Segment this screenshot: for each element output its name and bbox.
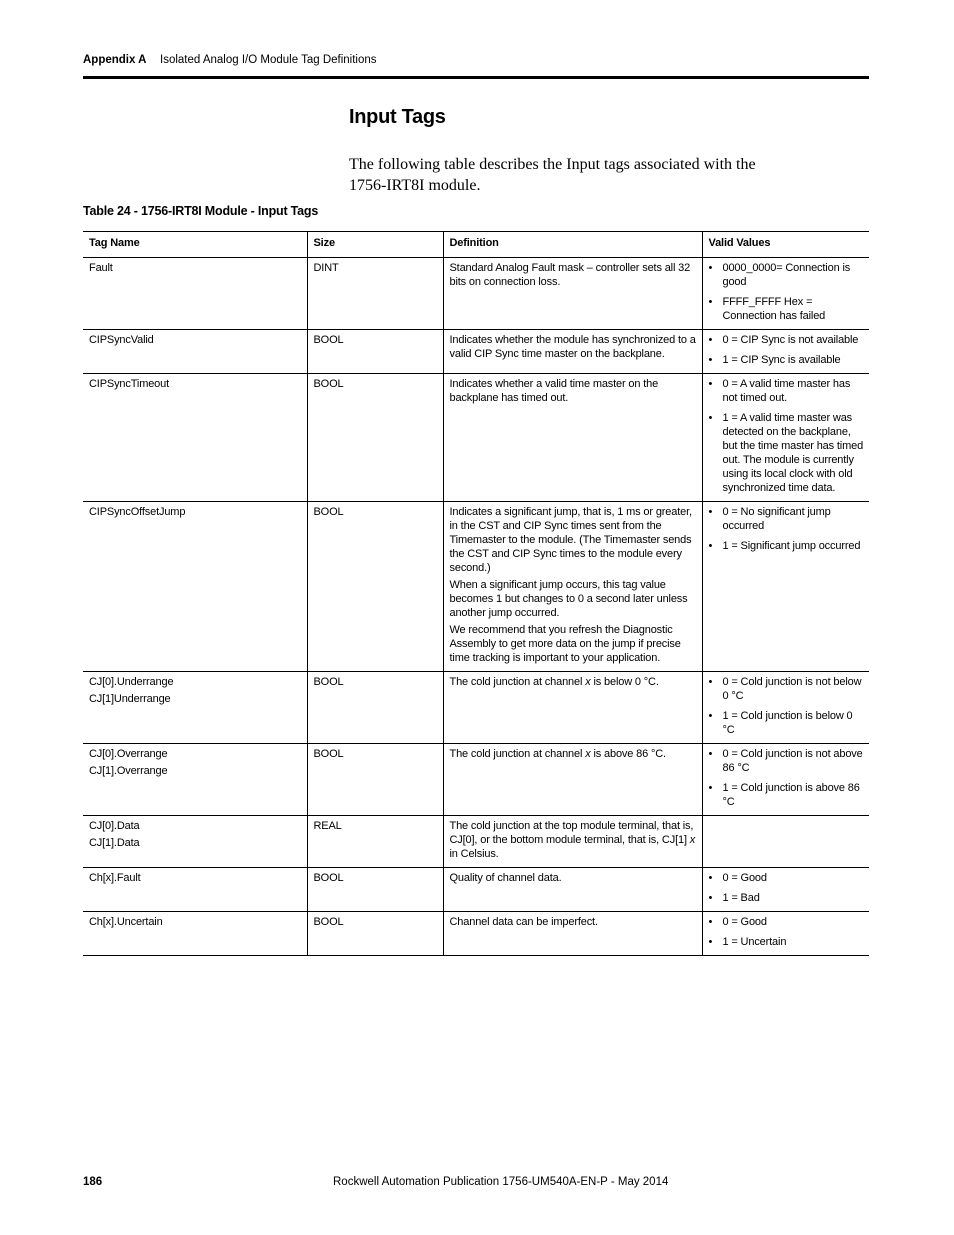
table-row <box>83 868 869 912</box>
definition-cell <box>443 374 702 502</box>
definition-paragraph: When a significant jump occurs, this tag value becomes 1 but changes to 0 a second later unless another jump occurred. <box>449 579 688 619</box>
definition-text: is below 0 °C. <box>590 676 659 688</box>
tag-name-cell <box>83 744 307 816</box>
definition-cell <box>443 816 702 868</box>
tag-name: CIPSyncTimeout <box>89 378 170 390</box>
section-title: Isolated Analog I/O Module Tag Definitions <box>160 54 377 66</box>
tag-name-cell <box>83 330 307 374</box>
definition-paragraph: Standard Analog Fault mask – controller sets all 32 bits on connection loss. <box>449 262 691 288</box>
tag-name-cell <box>83 258 307 330</box>
table-row <box>83 258 869 330</box>
valid-value-item: • 0 = Good <box>709 871 865 885</box>
valid-values-cell <box>702 816 869 868</box>
valid-value-item: • 1 = Cold junction is below 0 °C <box>709 709 865 737</box>
definition-text: The cold junction at channel <box>449 676 586 688</box>
valid-values-list <box>709 675 865 737</box>
tag-name: Ch[x].Uncertain <box>89 916 163 928</box>
valid-value-item: • 0000_0000= Connection is good <box>709 261 865 289</box>
valid-values-cell <box>702 502 869 672</box>
valid-values-cell <box>702 744 869 816</box>
valid-values-list <box>709 261 865 323</box>
tag-name: Fault <box>89 262 113 274</box>
definition-cell <box>443 502 702 672</box>
size-cell: DINT <box>307 258 443 330</box>
page-number: 186 <box>83 1176 103 1188</box>
table-caption: Table 24 - 1756-IRT8I Module - Input Tags <box>83 204 319 218</box>
tag-name-cell <box>83 374 307 502</box>
definition-cell <box>443 868 702 912</box>
tag-name: CIPSyncOffsetJump <box>89 506 186 518</box>
tag-name: CJ[0].Data <box>89 820 140 832</box>
header-valid-values: Valid Values <box>702 232 869 258</box>
definition-paragraph <box>450 819 697 861</box>
table-row <box>83 816 869 868</box>
tag-name: CJ[1]Underrange <box>89 693 171 705</box>
size-cell: BOOL <box>307 374 443 502</box>
valid-value-item: • 1 = Cold junction is above 86 °C <box>709 781 865 809</box>
valid-values-list <box>709 377 865 495</box>
valid-value-item: • FFFF_FFFF Hex = Connection has failed <box>709 295 865 323</box>
tag-name: Ch[x].Fault <box>89 872 141 884</box>
page-title: Input Tags <box>349 106 446 128</box>
header-tag-name: Tag Name <box>89 237 140 249</box>
tag-name: CJ[1].Overrange <box>89 765 168 777</box>
input-tags-table <box>83 231 869 956</box>
tag-name: CJ[1].Data <box>89 837 140 849</box>
definition-cell <box>443 330 702 374</box>
header-definition: Definition <box>443 232 702 258</box>
valid-values-cell <box>702 258 869 330</box>
size-cell: BOOL <box>307 672 443 744</box>
definition-paragraph: Indicates whether the module has synchronized to a valid CIP Sync time master on the backplane. <box>449 334 696 360</box>
definition-paragraph <box>450 747 697 761</box>
definition-paragraph: Quality of channel data. <box>449 872 562 884</box>
definition-cell <box>443 672 702 744</box>
valid-value-item: • 0 = A valid time master has not timed out. <box>709 377 865 405</box>
tag-name-cell <box>83 672 307 744</box>
size-cell: BOOL <box>307 744 443 816</box>
publication-info: Rockwell Automation Publication 1756-UM540A-EN-P - May 2014 <box>333 1176 669 1188</box>
valid-values-cell <box>702 912 869 956</box>
tag-name: CJ[0].Underrange <box>89 676 174 688</box>
definition-paragraph <box>450 675 697 689</box>
definition-paragraph: Channel data can be imperfect. <box>449 916 598 928</box>
table-row <box>83 330 869 374</box>
tag-name: CIPSyncValid <box>89 334 154 346</box>
tag-name: CJ[0].Overrange <box>89 748 168 760</box>
valid-values-list <box>709 871 865 905</box>
valid-value-item: • 0 = Good <box>709 915 865 929</box>
table-row <box>83 502 869 672</box>
size-cell: REAL <box>307 816 443 868</box>
table-header-row <box>83 232 869 258</box>
valid-value-item: • 1 = CIP Sync is available <box>709 353 865 367</box>
size-cell: BOOL <box>307 502 443 672</box>
valid-values-cell <box>702 374 869 502</box>
definition-paragraph: Indicates a significant jump, that is, 1 ms or greater, in the CST and CIP Sync times sent from the Timemaster to the module. (The Timemaster sends the CST and CIP Sync times to the module every second.) <box>449 506 692 574</box>
valid-values-list <box>709 333 865 367</box>
valid-values-list <box>709 505 865 553</box>
definition-variable: x <box>585 676 591 688</box>
valid-value-item: • 0 = No significant jump occurred <box>709 505 865 533</box>
valid-values-list <box>709 915 865 949</box>
appendix-label: Appendix A <box>83 54 147 66</box>
valid-value-item: • 0 = CIP Sync is not available <box>709 333 865 347</box>
valid-values-cell <box>702 672 869 744</box>
definition-text: in Celsius. <box>449 848 499 860</box>
definition-text: The cold junction at the top module terminal, that is, CJ[0], or the bottom module terminal, that is, CJ[1] <box>449 820 694 846</box>
page-header <box>83 52 869 79</box>
table-row <box>83 672 869 744</box>
definition-text: The cold junction at channel <box>449 748 586 760</box>
size-cell: BOOL <box>307 868 443 912</box>
valid-value-item: • 1 = A valid time master was detected on the backplane, but the time master has timed out. The module is currently using its local clock with old synchronized time data. <box>709 411 865 495</box>
definition-text: is above 86 °C. <box>590 748 666 760</box>
valid-value-item: • 0 = Cold junction is not below 0 °C <box>709 675 865 703</box>
header-size: Size <box>307 232 443 258</box>
table-row <box>83 374 869 502</box>
table-row <box>83 744 869 816</box>
tag-name-cell <box>83 816 307 868</box>
definition-paragraph: Indicates whether a valid time master on the backplane has timed out. <box>449 378 659 404</box>
valid-values-cell <box>702 330 869 374</box>
definition-paragraph: We recommend that you refresh the Diagnostic Assembly to get more data on the jump if precise time tracking is important to your application. <box>449 624 681 664</box>
tag-name-cell <box>83 868 307 912</box>
definition-variable: x <box>689 834 696 846</box>
valid-value-item: • 0 = Cold junction is not above 86 °C <box>709 747 865 775</box>
definition-cell <box>443 912 702 956</box>
valid-values-cell <box>702 868 869 912</box>
intro-paragraph: The following table describes the Input tags associated with the 1756-IRT8I module. <box>349 156 756 194</box>
definition-cell <box>443 744 702 816</box>
table-row <box>83 912 869 956</box>
size-cell: BOOL <box>307 330 443 374</box>
definition-cell <box>443 258 702 330</box>
valid-value-item: • 1 = Uncertain <box>709 935 865 949</box>
valid-value-item: • 1 = Bad <box>709 891 865 905</box>
tag-name-cell <box>83 502 307 672</box>
definition-variable: x <box>585 748 591 760</box>
tag-name-cell <box>83 912 307 956</box>
valid-value-item: • 1 = Significant jump occurred <box>709 539 865 553</box>
size-cell: BOOL <box>307 912 443 956</box>
valid-values-list <box>709 747 865 809</box>
